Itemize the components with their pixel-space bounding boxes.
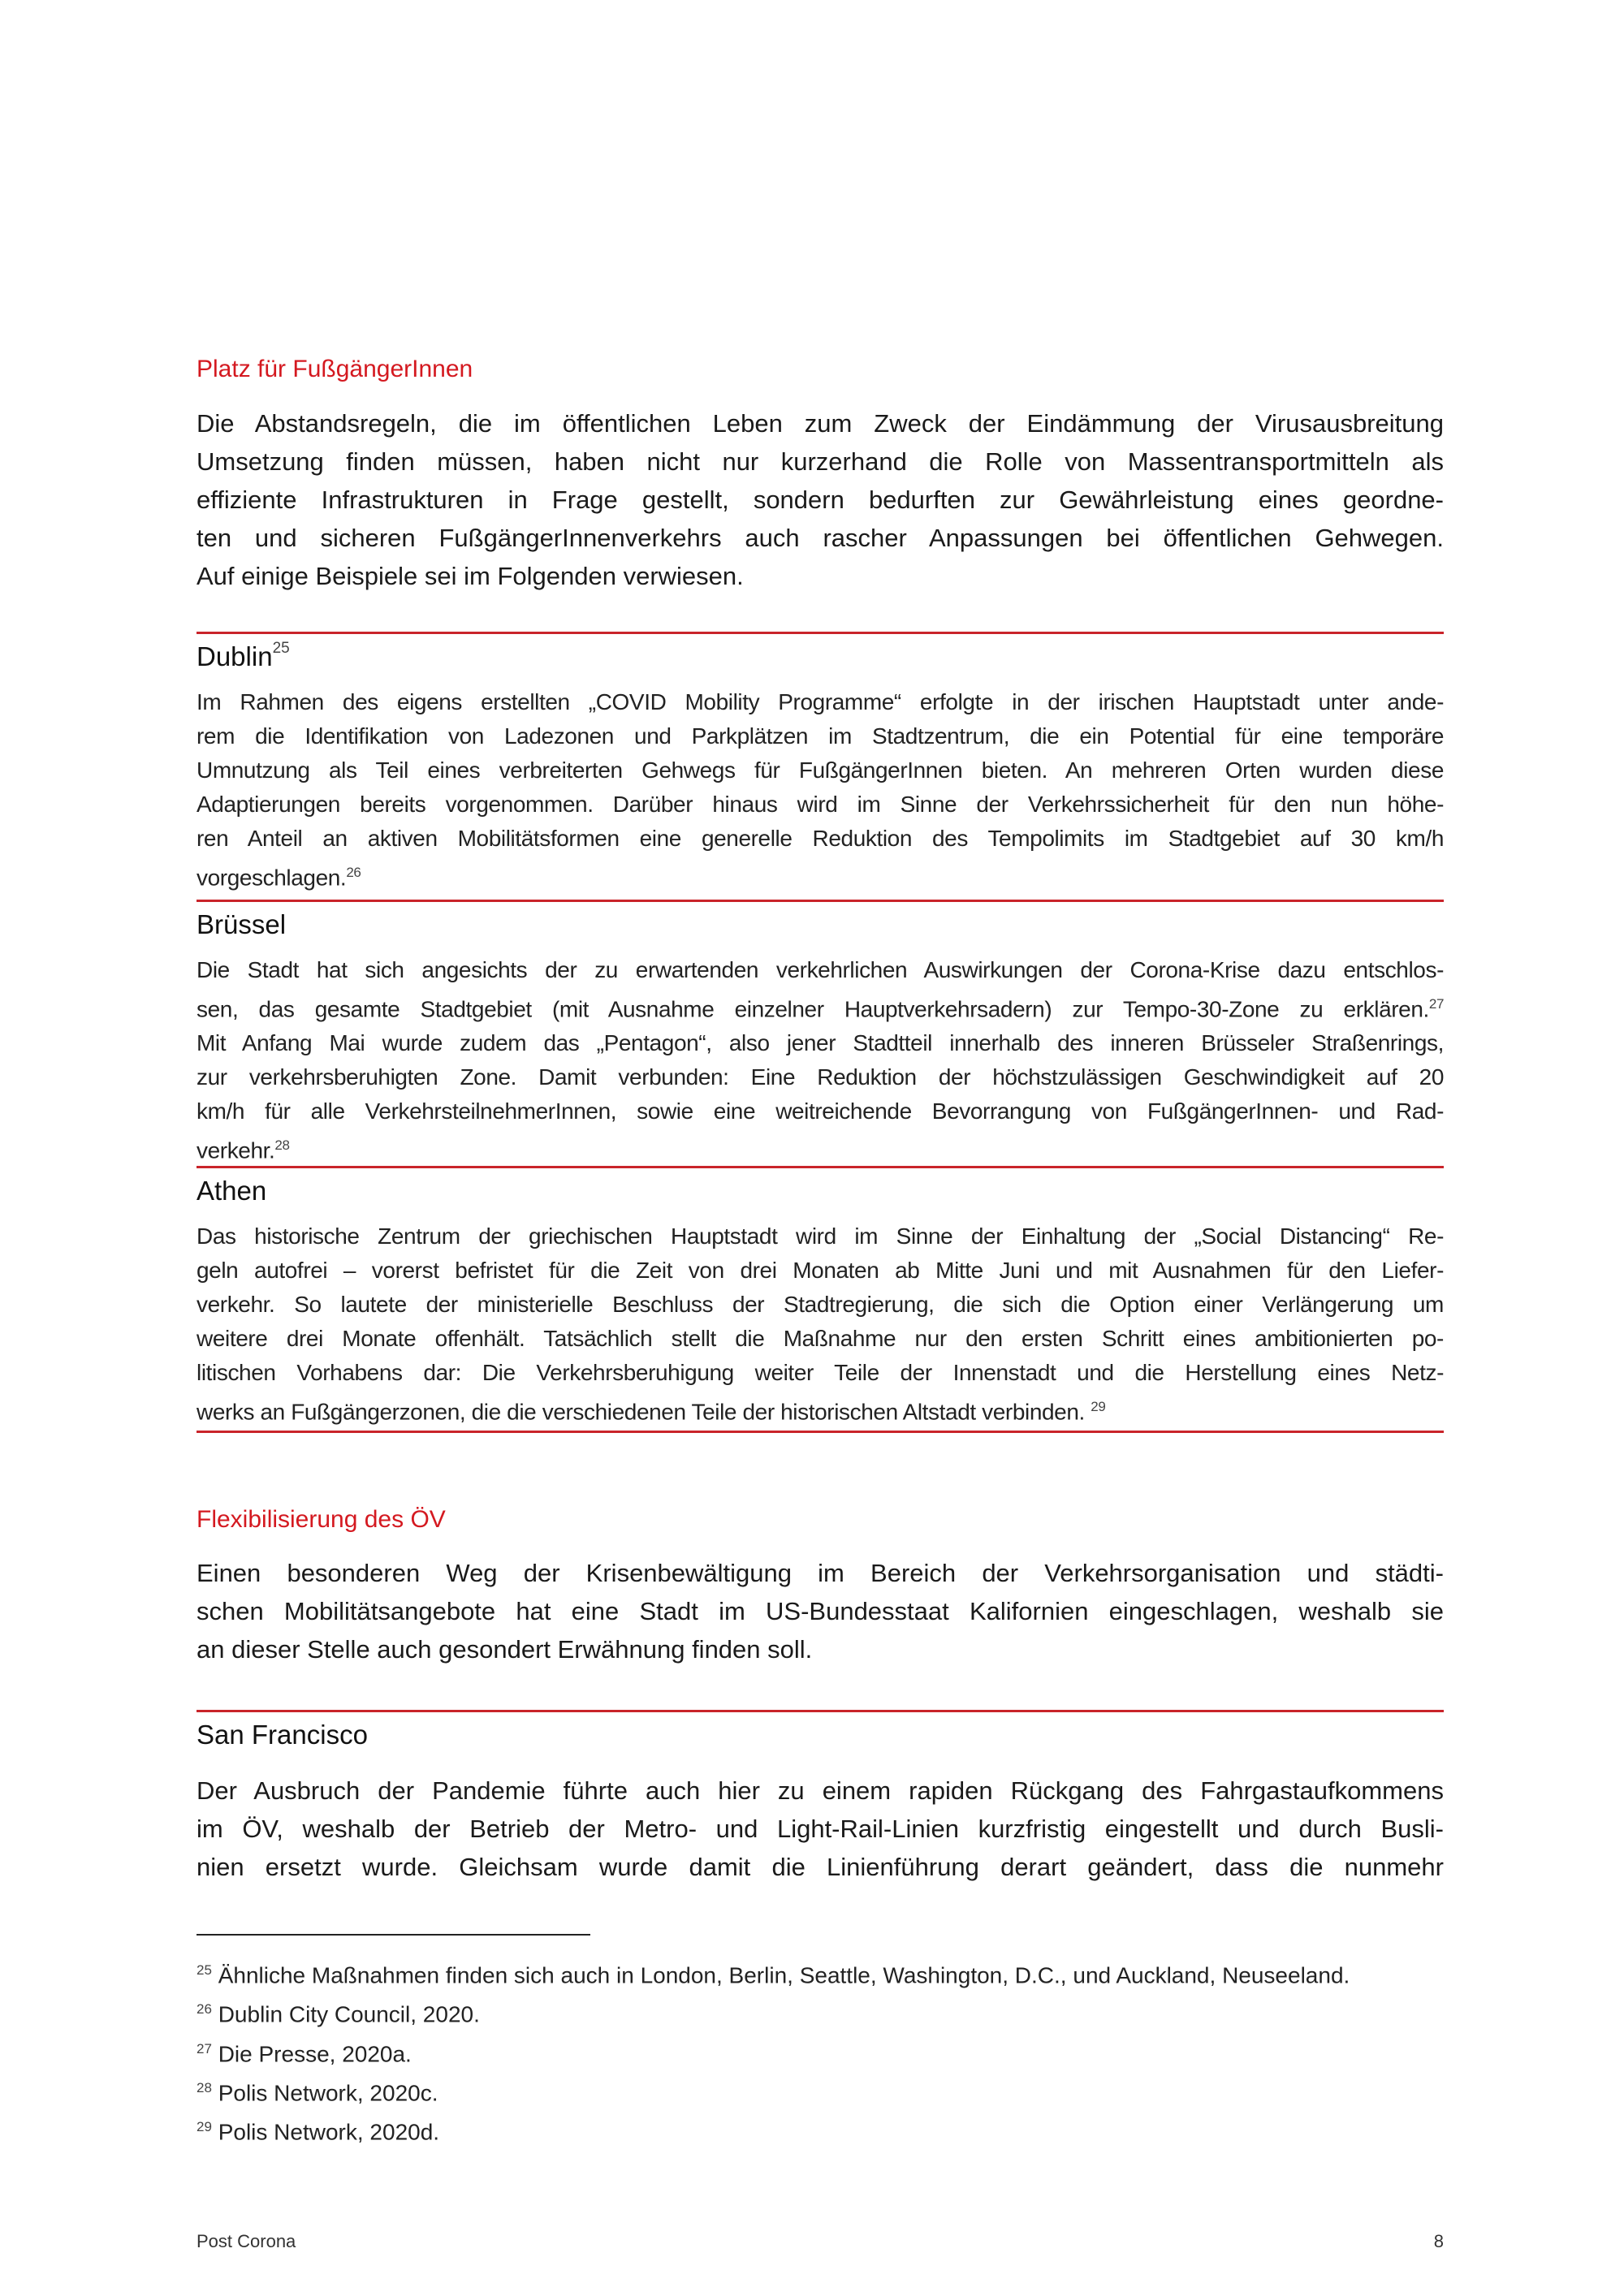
box-line: verkehr. So lautete der ministerielle Beschluss der Stadtregierung, die sich die Option einer Verlängerung um bbox=[197, 1292, 1444, 1317]
page-number: 8 bbox=[1433, 2231, 1444, 2251]
box-line: km/h für alle VerkehrsteilnehmerInnen, sowie eine weitreichende Bevorrangung von FußgängerInnen- und Rad- bbox=[197, 1098, 1444, 1124]
sanfrancisco-paragraph bbox=[197, 1772, 1444, 1886]
box-line-text: verkehr. bbox=[197, 1137, 275, 1163]
footer-title: Post Corona bbox=[197, 2231, 296, 2251]
box-title-sanfrancisco: San Francisco bbox=[197, 1720, 368, 1750]
box-line bbox=[197, 1129, 1444, 1167]
box-line: Im Rahmen des eigens erstellten „COVID Mobility Programme“ erfolgte in der irischen Hauptstadt unter ande- bbox=[197, 689, 1444, 714]
footnote-number: 26 bbox=[197, 2001, 212, 2018]
footnote-text: Polis Network, 2020d. bbox=[218, 2119, 440, 2145]
section-flexibilisation-paragraph bbox=[197, 1554, 1444, 1668]
box-title-athen: Athen bbox=[197, 1176, 267, 1206]
footnote-number: 27 bbox=[197, 2040, 212, 2056]
section-title-flexibilisation: Flexibilisierung des ÖV bbox=[197, 1506, 446, 1533]
footnote-item bbox=[197, 2032, 1444, 2071]
paragraph-line: schen Mobilitätsangebote hat eine Stadt im US-Bundesstaat Kalifornien eingeschlagen, weshalb sie bbox=[197, 1597, 1444, 1625]
section-pedestrians-paragraph bbox=[197, 404, 1444, 595]
footnote-text: Dublin City Council, 2020. bbox=[218, 2001, 480, 2027]
box-line: weitere drei Monate offenhält. Tatsächlich stellt die Maßnahme nur den ersten Schritt eines ambitionierten po- bbox=[197, 1326, 1444, 1351]
box-line: litischen Vorhabens dar: Die Verkehrsberuhigung weiter Teile der Innenstadt und die Herstellung eines Netz- bbox=[197, 1360, 1444, 1385]
footnote-item bbox=[197, 2071, 1444, 2110]
footnote-ref: 25 bbox=[272, 640, 290, 657]
box-divider bbox=[197, 1166, 1444, 1168]
paragraph-line: Auf einige Beispiele sei im Folgenden verwiesen. bbox=[197, 562, 744, 590]
box-line-text: vorgeschlagen. bbox=[197, 865, 347, 891]
box-line: Das historische Zentrum der griechischen Hauptstadt wird im Sinne der Einhaltung der „Social Distancing“ Re- bbox=[197, 1224, 1444, 1249]
paragraph-line: Die Abstandsregeln, die im öffentlichen Leben zum Zweck der Eindämmung der Virusausbreitung bbox=[197, 409, 1444, 438]
footnote-ref: 29 bbox=[1091, 1399, 1106, 1414]
box-divider bbox=[197, 900, 1444, 902]
box-line: geln autofrei – vorerst befristet für die Zeit von drei Monaten ab Mitte Juni und mit Ausnahmen für den Liefer- bbox=[197, 1258, 1444, 1283]
box-divider bbox=[197, 1710, 1444, 1712]
paragraph-line: nien ersetzt wurde. Gleichsam wurde damit die Linienführung derart geändert, dass die nunmehr bbox=[197, 1853, 1444, 1881]
paragraph-line: im ÖV, weshalb der Betrieb der Metro- und Light-Rail-Linien kurzfristig eingestellt und durch Busli- bbox=[197, 1815, 1444, 1843]
paragraph-line: ten und sicheren FußgängerInnenverkehrs auch rascher Anpassungen bei öffentlichen Gehwegen. bbox=[197, 524, 1444, 552]
footnote-text: Polis Network, 2020c. bbox=[218, 2080, 438, 2106]
box-title-text: Dublin bbox=[197, 641, 273, 671]
footnote-ref: 26 bbox=[346, 865, 361, 880]
box-line-text: sen, das gesamte Stadtgebiet (mit Ausnahme einzelner Hauptverkehrsadern) zur Tempo-30-Zone zu erklären. bbox=[197, 996, 1429, 1022]
footnote-item bbox=[197, 1992, 1444, 2031]
box-line: ren Anteil an aktiven Mobilitätsformen eine generelle Reduktion des Tempolimits im Stadtgebiet auf 30 km/h bbox=[197, 826, 1444, 851]
box-line: rem die Identifikation von Ladezonen und Parkplätzen im Stadtzentrum, die ein Potential für eine temporäre bbox=[197, 723, 1444, 749]
footnote-ref: 27 bbox=[1428, 996, 1444, 1012]
box-title-bruessel: Brüssel bbox=[197, 909, 287, 939]
footnote-text: Die Presse, 2020a. bbox=[218, 2040, 412, 2066]
footnote-item bbox=[197, 1953, 1444, 1992]
box-line-text: werks an Fußgängerzonen, die die verschiedenen Teile der historischen Altstadt verbinden. bbox=[197, 1399, 1085, 1425]
footnote-ref: 28 bbox=[274, 1137, 290, 1154]
footnotes bbox=[197, 1953, 1444, 2150]
footnote-item bbox=[197, 2110, 1444, 2149]
footnote-number: 29 bbox=[197, 2119, 212, 2135]
box-text-bruessel bbox=[197, 953, 1444, 1168]
footnote-number: 25 bbox=[197, 1962, 212, 1978]
document-page bbox=[197, 0, 1444, 2296]
box-line: Die Stadt hat sich angesichts der zu erwartenden verkehrlichen Auswirkungen der Corona-Krise dazu entschlos- bbox=[197, 957, 1444, 982]
box-divider bbox=[197, 1431, 1444, 1433]
footnote-divider bbox=[197, 1934, 590, 1936]
footnote-text: Ähnliche Maßnahmen finden sich auch in London, Berlin, Seattle, Washington, D.C., und Auckland, Neuseeland. bbox=[218, 1962, 1350, 1988]
box-line bbox=[197, 987, 1444, 1026]
paragraph-line: an dieser Stelle auch gesondert Erwähnung finden soll. bbox=[197, 1635, 813, 1664]
box-line: Mit Anfang Mai wurde zudem das „Pentagon“, also jener Stadtteil innerhalb des inneren Brüsseler Straßenrings, bbox=[197, 1030, 1444, 1056]
footnote-number: 28 bbox=[197, 2079, 212, 2095]
box-line: Umnutzung als Teil eines verbreiterten Gehwegs für FußgängerInnen bieten. An mehreren Orten wurden diese bbox=[197, 757, 1444, 783]
paragraph-line: Umsetzung finden müssen, haben nicht nur kurzerhand die Rolle von Massentransportmitteln als bbox=[197, 447, 1444, 476]
box-text-athen bbox=[197, 1219, 1444, 1429]
box-divider bbox=[197, 632, 1444, 634]
box-text-dublin bbox=[197, 685, 1444, 895]
box-title-dublin bbox=[197, 641, 1444, 672]
paragraph-line: effiziente Infrastrukturen in Frage gestellt, sondern bedurften zur Gewährleistung eines geordne- bbox=[197, 486, 1444, 514]
box-line bbox=[197, 1390, 1444, 1429]
box-line: zur verkehrsberuhigten Zone. Damit verbunden: Eine Reduktion der höchstzulässigen Geschwindigkeit auf 20 bbox=[197, 1064, 1444, 1090]
box-line: Adaptierungen bereits vorgenommen. Darüber hinaus wird im Sinne der Verkehrssicherheit für den nun höhe- bbox=[197, 792, 1444, 817]
paragraph-line: Der Ausbruch der Pandemie führte auch hier zu einem rapiden Rückgang des Fahrgastaufkommens bbox=[197, 1776, 1444, 1805]
paragraph-line: Einen besonderen Weg der Krisenbewältigung im Bereich der Verkehrsorganisation und städti- bbox=[197, 1559, 1444, 1587]
section-title-pedestrians: Platz für FußgängerInnen bbox=[197, 356, 473, 382]
box-line bbox=[197, 856, 1444, 895]
